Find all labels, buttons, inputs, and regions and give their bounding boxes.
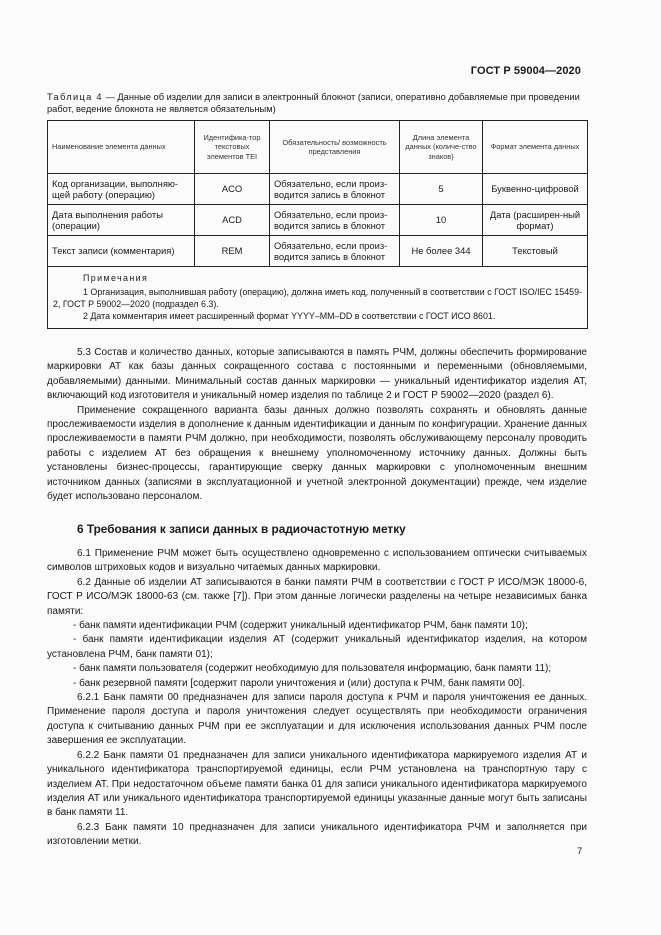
table-cell: Обязательно, если произ-водится запись в блокнот: [270, 236, 400, 267]
data-table: [47, 120, 588, 329]
table-cell: REM: [195, 236, 270, 267]
table-caption: [47, 91, 587, 115]
table-cell: Обязательно, если произ-водится запись в блокнот: [270, 174, 400, 205]
list-item: - банк памяти идентификации изделия АТ (содержит уникальный идентификатор изделия, на котором установлена РЧМ, банк памяти 01);: [47, 634, 587, 660]
note-2: 2 Дата комментария имеет расширенный формат YYYY–MM–DD в соответствии с ГОСТ ИСО 8601.: [83, 311, 496, 321]
table-cell: ACO: [195, 174, 270, 205]
table-cell: Обязательно, если произ-водится запись в блокнот: [270, 205, 400, 236]
list-item: - банк памяти идентификации РЧМ (содержит уникальный идентификатор РЧМ, банк памяти 10);: [73, 620, 528, 632]
page-number: 7: [577, 846, 583, 857]
table-cell: 10: [400, 205, 483, 236]
column-header: Идентифика-тор текстовых элементов TEI: [195, 121, 270, 174]
table-row: [48, 205, 588, 236]
table-caption-text: — Данные об изделии для записи в электронный блокнот (записи, оперативно добавляемые при проведении работ, ведение блокнота не является обязательным): [47, 92, 580, 114]
table-header-row: [48, 121, 588, 174]
table-cell: Дата выполнения работы (операции): [48, 205, 195, 236]
table-cell: 5: [400, 174, 483, 205]
paragraph-6-1: 6.1 Применение РЧМ может быть осуществлено одновременно с использованием оптически считываемых символов штриховых кодов и визуально читаемых данных маркировки.: [47, 548, 587, 574]
table-notes: [48, 267, 588, 329]
column-header: Обязательность/ возможность представления: [270, 121, 400, 174]
column-header: Формат элемента данных: [483, 121, 588, 174]
list-item: - банк резервной памяти [содержит пароли уничтожения и (или) доступа к РЧМ, банк памяти 00].: [73, 677, 525, 689]
column-header: Наименование элемента данных: [48, 121, 195, 174]
paragraph-6-2-1: 6.2.1 Банк памяти 00 предназначен для записи пароля доступа к РЧМ и пароля уничтожения ее данных. Применение пароля доступа и пароля уничтожения следует осуществлять при необходимости ограничения доступа к считыванию данных РЧМ при ее эксплуатации и для исключения использования данных РЧМ после завершения ее эксплуатации.: [47, 692, 587, 747]
table-row: [48, 236, 588, 267]
paragraph-5-3-cont: Применение сокращенного варианта базы данных должно позволять сохранять и обновлять данные прослеживаемости изделия в дополнение к данным идентификации и данным по конфигурации. Хранение данных прослеживаемости в памяти РЧМ должно, при необходимости, позволять обслуживающему персоналу проводить работы с изделием АТ без обращения к внешнему уполномоченному источнику данных. Должны быть установлены бизнес-процессы, гарантирующие сверку данных маркировки с уполномоченным внешним источником данных (записями в эксплуатационной и учетной электронной документации) прежде, чем изделие будет использовано персоналом.: [47, 404, 587, 503]
table-notes-row: [48, 267, 588, 329]
table-cell: Дата (расширен-ный формат): [483, 205, 588, 236]
table-cell: ACD: [195, 205, 270, 236]
column-header: Длина элемента данных (количе-ство знаков): [400, 121, 483, 174]
standard-number: ГОСТ Р 59004—2020: [470, 65, 581, 77]
table-cell: Текстовый: [483, 236, 588, 267]
table-cell: Код организации, выполняю-щей работу (операцию): [48, 174, 195, 205]
list-item: - банк памяти пользователя (содержит необходимую для пользователя информацию, банк памяти 11);: [73, 663, 552, 675]
section-6-text: [47, 547, 587, 850]
section-5-text: [47, 346, 587, 504]
table-row: [48, 174, 588, 205]
paragraph-5-3: 5.3 Состав и количество данных, которые записываются в память РЧМ, должны обеспечить формирование маркировки АТ как базы данных сокращенного состава с постоянными и переменными (обновляемыми, добавляемыми) данными. Минимальный состав данных маркировки — уникальный идентификатор изделия АТ, включающий код изготовителя и уникальный номер изделия по таблице 2 и ГОСТ Р 59002—2020 (раздел 6).: [47, 347, 587, 402]
paragraph-6-2: 6.2 Данные об изделии АТ записываются в банки памяти РЧМ в соответствии с ГОСТ Р ИСО/МЭК 18000-6, ГОСТ Р ИСО/МЭК 18000-63 (см. также [7]). При этом данные логически разделены на четыре независимых банка памяти:: [47, 576, 587, 617]
section-6-heading: 6 Требования к записи данных в радиочастотную метку: [77, 522, 406, 536]
paragraph-6-2-2: 6.2.2 Банк памяти 01 предназначен для записи уникального идентификатора маркируемого изделия АТ и уникального идентификатора транспортируемой единицы, если РЧМ установлена на транспортную тару с изделием АТ. При недостаточном объеме памяти банка 01 для записи уникального идентификатора маркируемого изделия АТ или уникального идентификатора транспортируемой единицы указанные данные могут быть записаны в банк памяти 11.: [47, 749, 587, 819]
notes-title: Примечания: [83, 273, 149, 283]
table-cell: Буквенно-цифровой: [483, 174, 588, 205]
table-cell: Текст записи (комментария): [48, 236, 195, 267]
paragraph-6-2-3: 6.2.3 Банк памяти 10 предназначен для записи уникального идентификатора РЧМ и заполняется при изготовлении метки.: [47, 821, 587, 848]
table-cell: Не более 344: [400, 236, 483, 267]
note-1: 1 Организация, выполнившая работу (операцию), должна иметь код, полученный в соответствии с ГОСТ ISO/IEC 15459-2, ГОСТ Р 59002—2020 (подраздел 6.3).: [53, 287, 582, 309]
table-caption-label: Таблица 4: [47, 92, 103, 102]
